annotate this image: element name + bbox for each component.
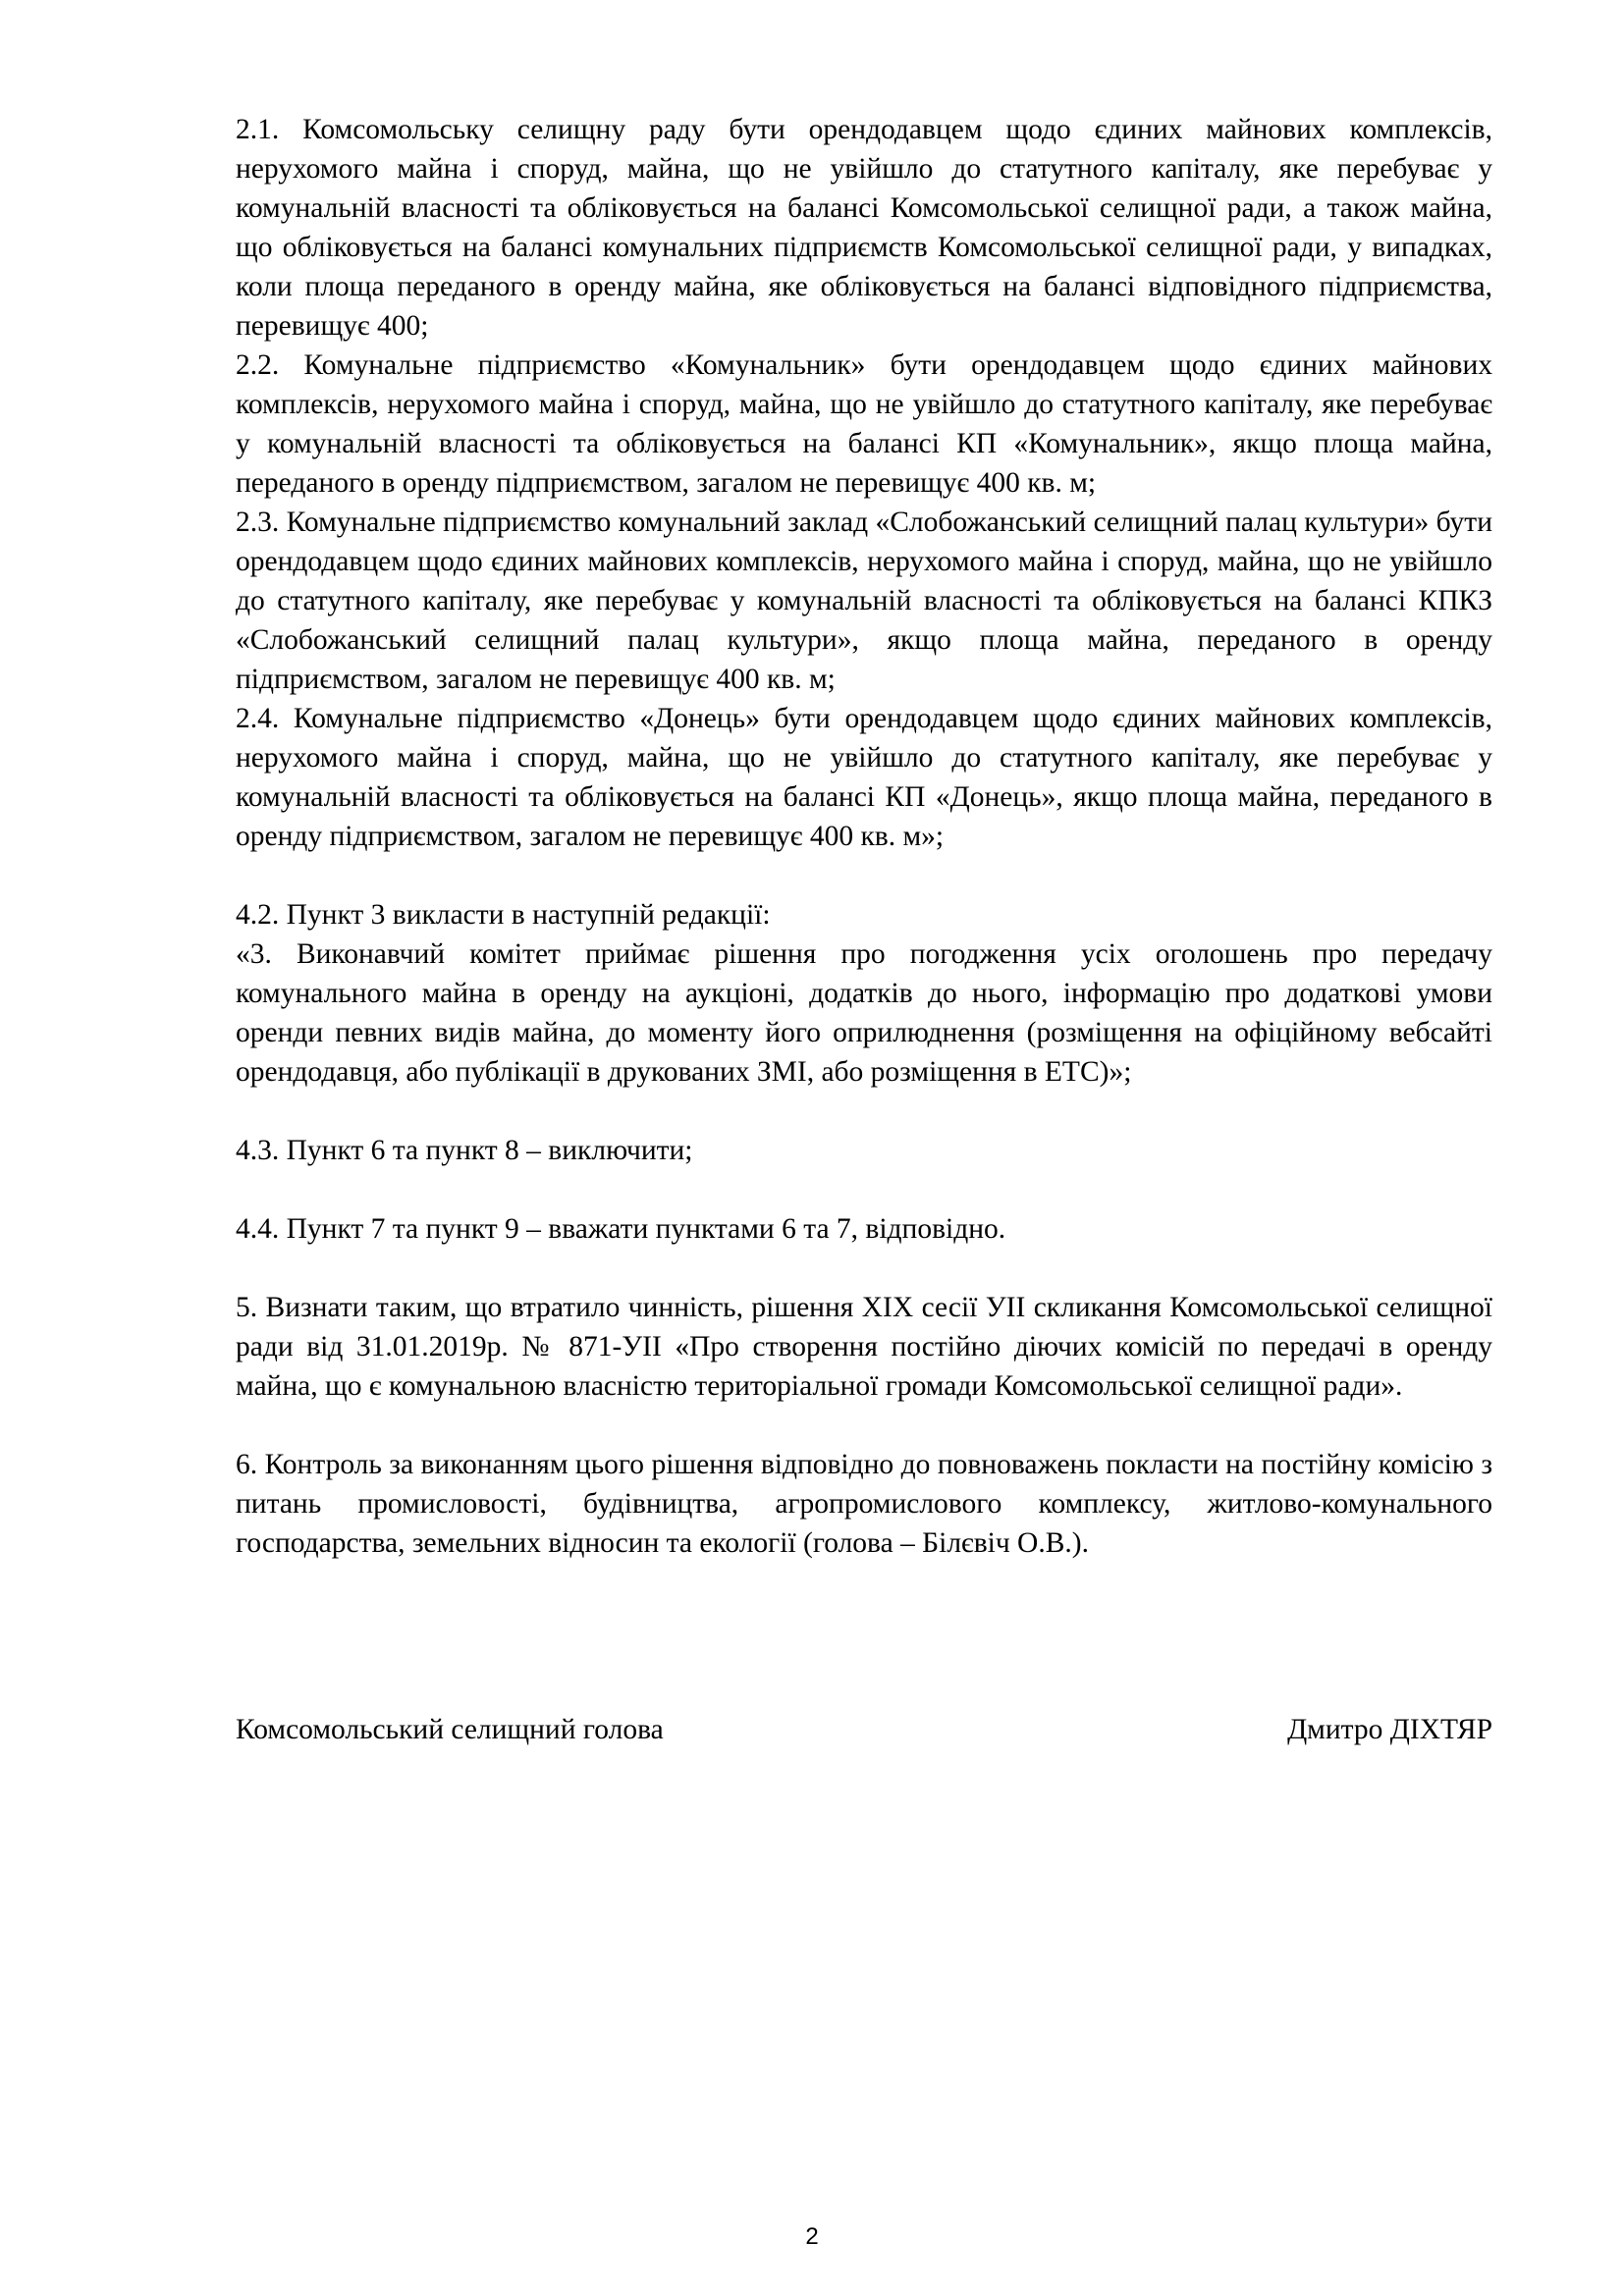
spacer	[236, 1249, 1492, 1288]
paragraph-4-2: 4.2. Пункт 3 викласти в наступній редакції:	[236, 899, 771, 931]
paragraph-2-3: 2.3. Комунальне підприємство комунальний заклад «Слобожанський селищний палац культури» бути орендодавцем щодо єдиних майнових комплексів, нерухомого майна і споруд, майна, що не увійшло до статутного капіталу, яке перебуває у комунальній власності та обліковується на балансі КПКЗ «Слобожанський селищний палац культури», якщо площа майна, переданого в оренду підприємством, загалом не перевищує 400 кв. м;	[236, 507, 1492, 695]
page-number: 2	[805, 2223, 819, 2250]
document-body	[236, 110, 1492, 1563]
paragraph-6: 6. Контроль за виконанням цього рішення відповідно до повноважень покласти на постійну комісію з питань промисловості, будівництва, агропромислового комплексу, житлово-комунального господарства, земельних відносин та екології (голова – Білєвіч О.В.).	[236, 1449, 1492, 1559]
paragraph-5: 5. Визнати таким, що втратило чинність, рішення XIX сесії УІІ скликання Комсомольської селищної ради від 31.01.2019р. № 871-УІІ «Про створення постійно діючих комісій по передачі в оренду майна, що є комунальною власністю територіальної громади Комсомольської селищної ради».	[236, 1292, 1492, 1402]
paragraph-2-2: 2.2. Комунальне підприємство «Комунальник» бути орендодавцем щодо єдиних майнових комплексів, нерухомого майна і споруд, майна, що не увійшло до статутного капіталу, яке перебуває у комунальній власності та обліковується на балансі КП «Комунальник», якщо площа майна, переданого в оренду підприємством, загалом не перевищує 400 кв. м;	[236, 349, 1492, 499]
signature-block	[236, 1710, 1492, 1749]
spacer	[236, 1092, 1492, 1131]
signature-position: Комсомольський селищний голова	[236, 1714, 664, 1745]
paragraph-4-2-quote: «3. Виконавчий комітет приймає рішення про погодження усіх оголошень про передачу комунального майна в оренду на аукціоні, додатків до нього, інформацію про додаткові умови оренди певних видів майна, до моменту його оприлюднення (розміщення на офіційному вебсайті орендодавця, або публікації в друкованих ЗМІ, або розміщення в ЕТС)»;	[236, 938, 1492, 1088]
spacer	[236, 1406, 1492, 1445]
spacer	[236, 1170, 1492, 1209]
signature-name: Дмитро ДІХТЯР	[1287, 1714, 1492, 1745]
paragraph-2-4: 2.4. Комунальне підприємство «Донець» бути орендодавцем щодо єдиних майнових комплексів, нерухомого майна і споруд, майна, що не увійшло до статутного капіталу, яке перебуває у комунальній власності та обліковується на балансі КП «Донець», якщо площа майна, переданого в оренду підприємством, загалом не перевищує 400 кв. м»;	[236, 703, 1492, 852]
spacer	[236, 856, 1492, 895]
paragraph-2-1: 2.1. Комсомольську селищну раду бути орендодавцем щодо єдиних майнових комплексів, нерухомого майна і споруд, майна, що не увійшло до статутного капіталу, яке перебуває у комунальній власності та обліковується на балансі Комсомольської селищної ради, а також майна, що обліковується на балансі комунальних підприємств Комсомольської селищної ради, у випадках, коли площа переданого в оренду майна, яке обліковується на балансі відповідного підприємства, перевищує 400;	[236, 114, 1492, 342]
paragraph-4-4: 4.4. Пункт 7 та пункт 9 – вважати пунктами 6 та 7, відповідно.	[236, 1213, 1006, 1245]
paragraph-4-3: 4.3. Пункт 6 та пункт 8 – виключити;	[236, 1135, 693, 1166]
